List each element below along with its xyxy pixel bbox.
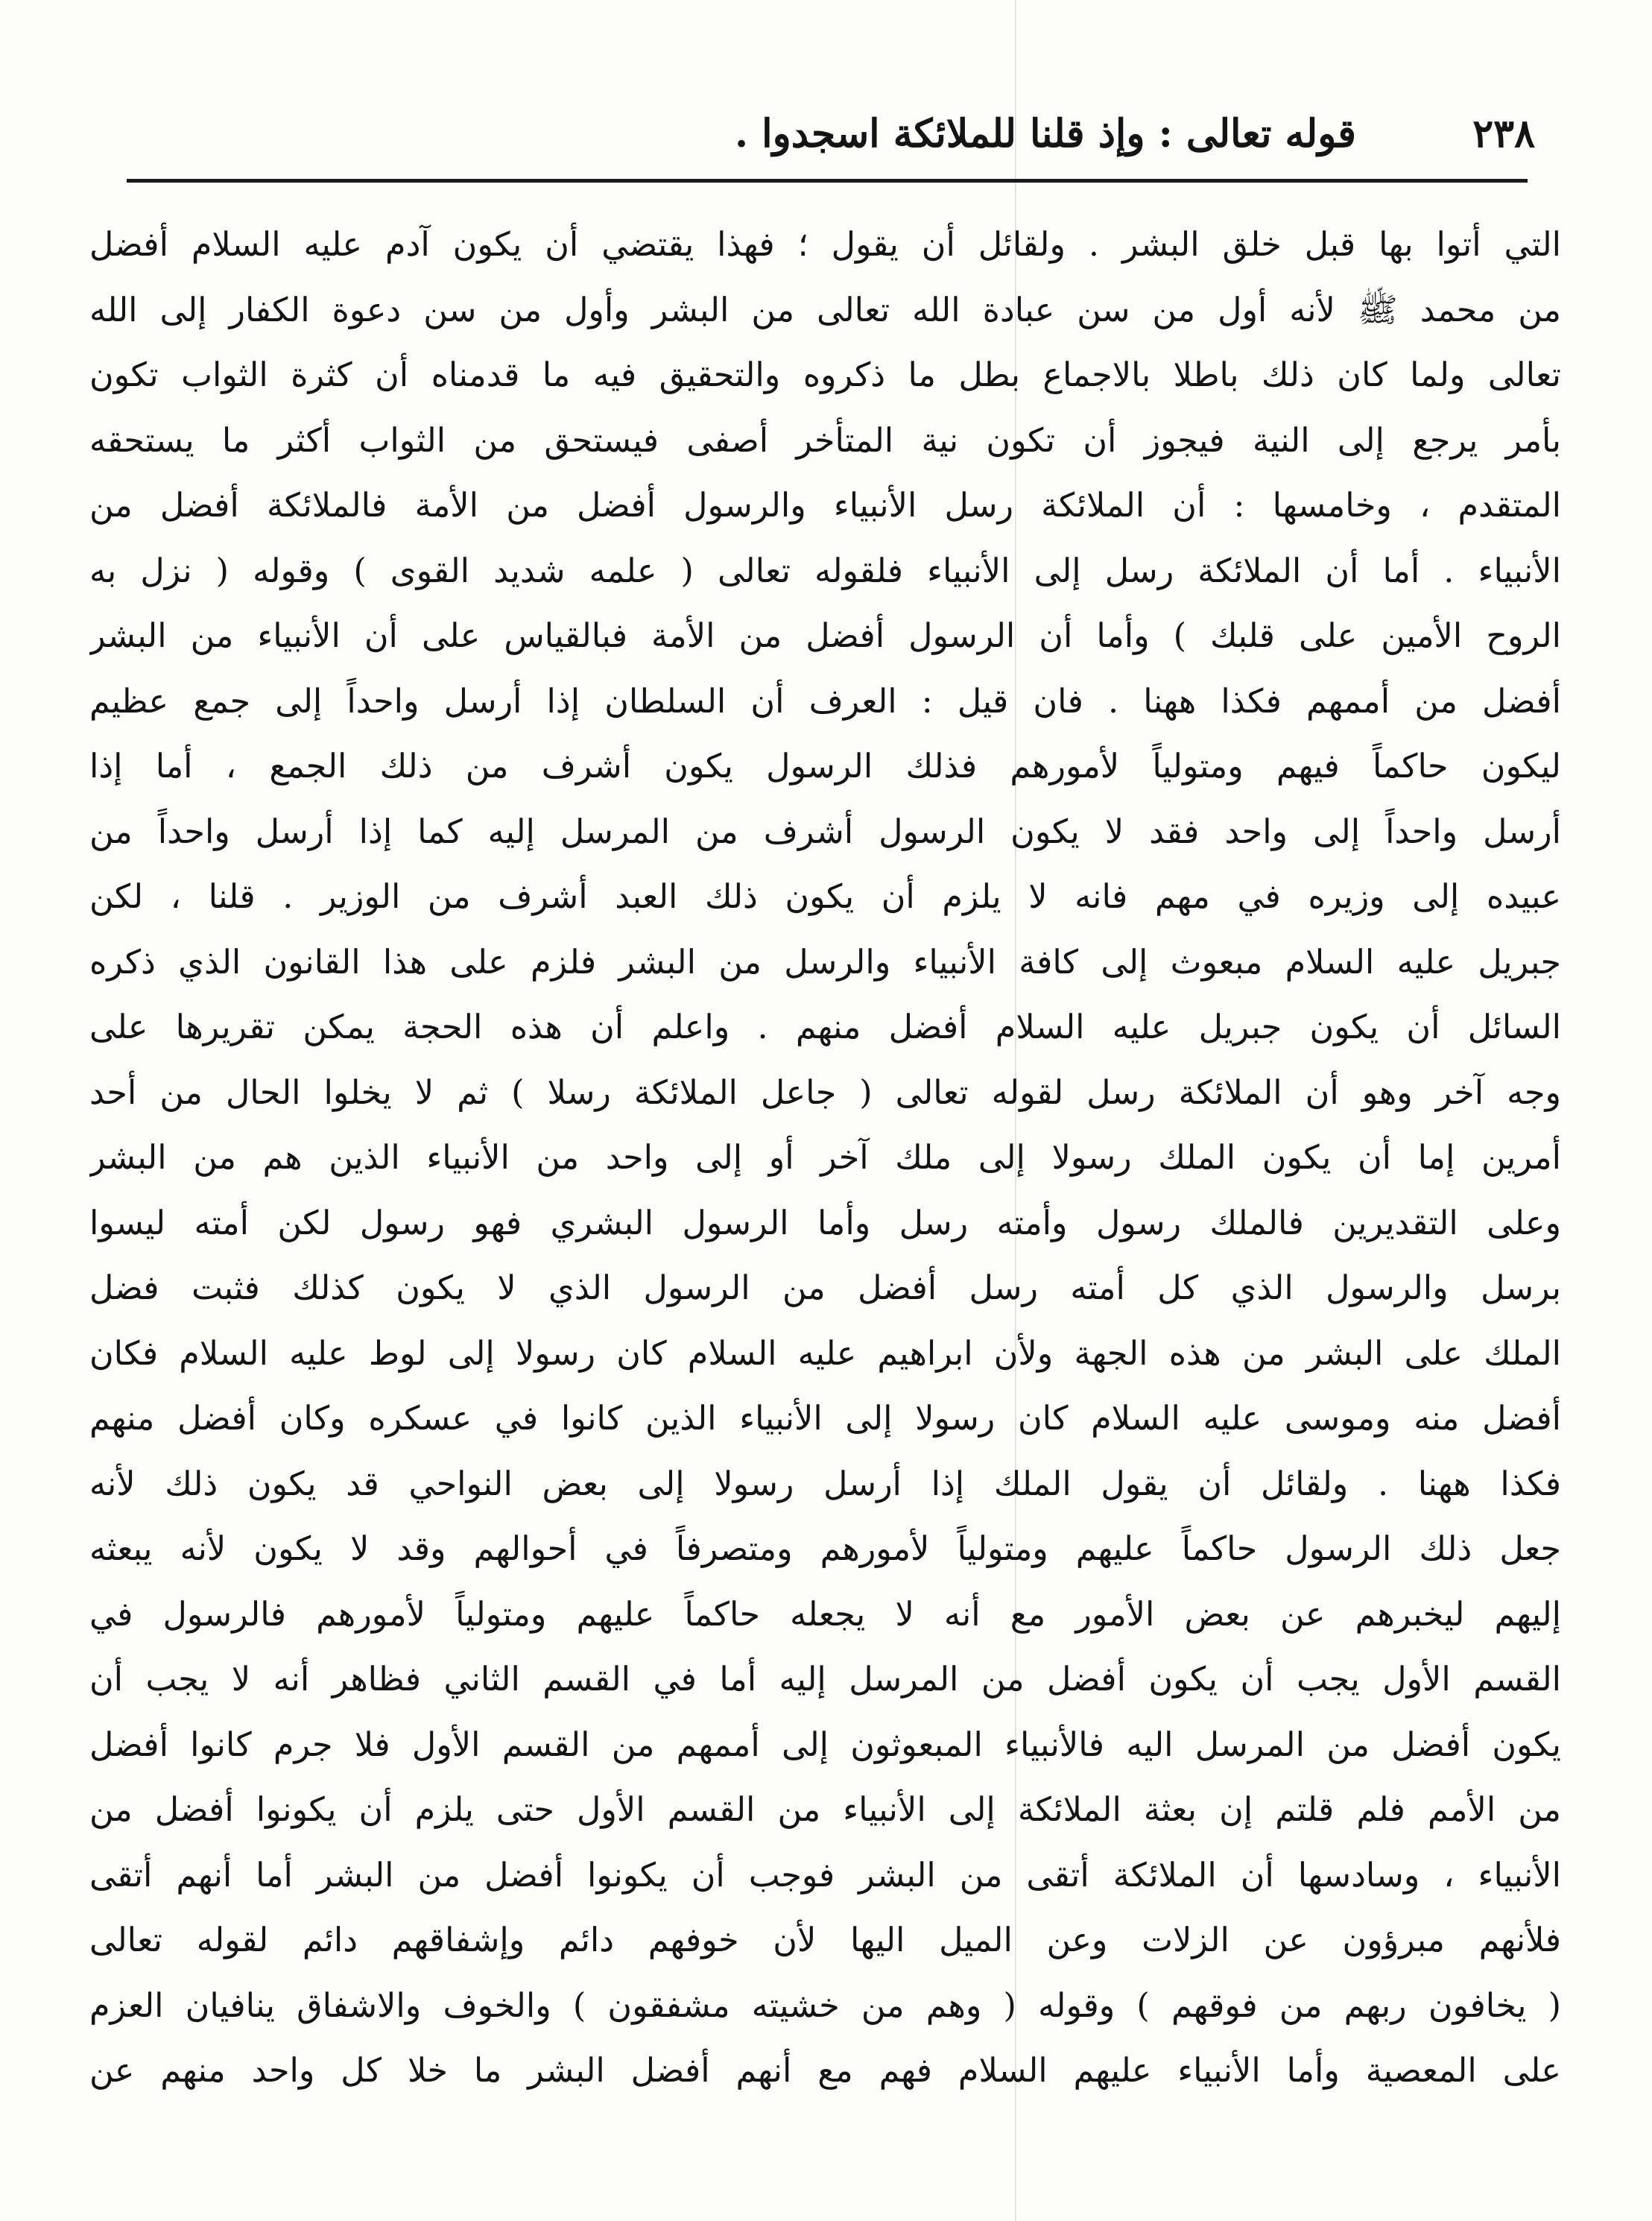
text-line: عبيده إلى وزيره في مهم فانه لا يلزم أن يكون ذلك العبد أشرف من الوزير . قلنا ، لكن: [89, 878, 1561, 916]
body-text: [89, 212, 1561, 2104]
text-line: المتقدم ، وخامسها : أن الملائكة رسل الأنبياء والرسول أفضل من الأمة فالملائكة أفضل من: [89, 487, 1561, 525]
text-line: الأنبياء ، وسادسها أن الملائكة أتقى من البشر فوجب أن يكونوا أفضل من البشر أما أنهم أتقى: [89, 1856, 1561, 1895]
text-line: فلأنهم مبرؤون عن الزلات وعن الميل اليها لأن خوفهم دائم وإشفاقهم دائم لقوله تعالى: [89, 1921, 1561, 1959]
page-number: ٢٣٨: [1472, 111, 1535, 157]
text-line: إليهم ليخبرهم عن بعض الأمور مع أنه لا يجعله حاكماً عليهم ومتولياً لأمورهم فالرسول في: [89, 1595, 1561, 1634]
text-line: ليكون حاكماً فيهم ومتولياً لأمورهم فذلك الرسول يكون أشرف من ذلك الجمع ، أما إذا: [89, 748, 1561, 786]
page-header: [119, 101, 1535, 168]
text-line: على المعصية وأما الأنبياء عليهم السلام فهم مع أنهم أفضل البشر ما خلا كل واحد منهم عن: [89, 2052, 1561, 2090]
text-line: التي أتوا بها قبل خلق البشر . ولقائل أن يقول ؛ فهذا يقتضي أن يكون آدم عليه السلام أفضل: [89, 226, 1561, 264]
text-line: ( يخافون ربهم من فوقهم ) وقوله ( وهم من خشيته مشفقون ) والخوف والاشفاق ينافيان العزم: [89, 1986, 1561, 2025]
text-line: بأمر يرجع إلى النية فيجوز أن تكون نية المتأخر أصفى فيستحق من الثواب أكثر ما يستحقه: [89, 421, 1561, 460]
text-line: أفضل من أممهم فكذا ههنا . فان قيل : العرف أن السلطان إذا أرسل واحداً إلى جمع عظيم: [89, 682, 1561, 721]
text-line: تعالى ولما كان ذلك باطلا بالاجماع بطل ما ذكروه والتحقيق فيه ما قدمناه أن كثرة الثواب تكون: [89, 356, 1561, 394]
running-title: قوله تعالى : وإذ قلنا للملائكة اسجدوا .: [734, 111, 1356, 157]
text-line: أمرين إما أن يكون الملك رسولا إلى ملك آخر أو إلى واحد من الأنبياء الذين هم من البشر: [89, 1139, 1561, 1177]
text-line: فكذا ههنا . ولقائل أن يقول الملك إذا أرسل رسولا إلى بعض النواحي قد يكون ذلك لأنه: [89, 1465, 1561, 1503]
text-line: الروح الأمين على قلبك ) وأما أن الرسول أفضل من الأمة فبالقياس على أن الأنبياء من البشر: [89, 617, 1561, 655]
text-line: أفضل منه وموسى عليه السلام كان رسولا إلى الأنبياء الذين كانوا في عسكره وكان أفضل منهم: [89, 1400, 1561, 1438]
text-line: القسم الأول يجب أن يكون أفضل من المرسل إليه أما في القسم الثاني فظاهر أنه لا يجب أن: [89, 1661, 1561, 1699]
text-line: برسل والرسول الذي كل أمته رسل أفضل من الرسول الذي لا يكون كذلك فثبت فضل: [89, 1269, 1561, 1307]
text-line: جبريل عليه السلام مبعوث إلى كافة الأنبياء والرسل من البشر فلزم على هذا القانون الذي ذكره: [89, 943, 1561, 982]
text-line: الأنبياء . أما أن الملائكة رسل إلى الأنبياء فلقوله تعالى ( علمه شديد القوى ) وقوله ( نزل به: [89, 552, 1561, 590]
text-line: جعل ذلك الرسول حاكماً عليهم ومتولياً لأمورهم ومتصرفاً في أحوالهم وقد لا يكون لأنه يبعثه: [89, 1530, 1561, 1568]
text-line: من الأمم فلم قلتم إن بعثة الملائكة إلى الأنبياء من القسم الأول حتى يلزم أن يكونوا أفضل من: [89, 1791, 1561, 1829]
text-line: الملك على البشر من هذه الجهة ولأن ابراهيم عليه السلام كان رسولا إلى لوط عليه السلام فكان: [89, 1334, 1561, 1373]
text-line: وجه آخر وهو أن الملائكة رسل لقوله تعالى ( جاعل الملائكة رسلا ) ثم لا يخلوا الحال من أحد: [89, 1073, 1561, 1112]
text-line: من محمد ﷺ لأنه أول من سن عبادة الله تعالى من البشر وأول من سن دعوة الكفار إلى الله: [89, 291, 1561, 329]
text-line: يكون أفضل من المرسل اليه فالأنبياء المبعوثون إلى أممهم من القسم الأول فلا جرم كانوا أفضل: [89, 1725, 1561, 1764]
text-line: أرسل واحداً إلى واحد فقد لا يكون الرسول أشرف من المرسل إليه كما إذا أرسل واحداً من: [89, 812, 1561, 851]
text-line: وعلى التقديرين فالملك رسول وأمته رسل وأما الرسول البشري فهو رسول لكن أمته ليسوا: [89, 1204, 1561, 1242]
text-line: السائل أن يكون جبريل عليه السلام أفضل منهم . واعلم أن هذه الحجة يمكن تقريرها على: [89, 1008, 1561, 1046]
header-rule: [127, 179, 1528, 183]
